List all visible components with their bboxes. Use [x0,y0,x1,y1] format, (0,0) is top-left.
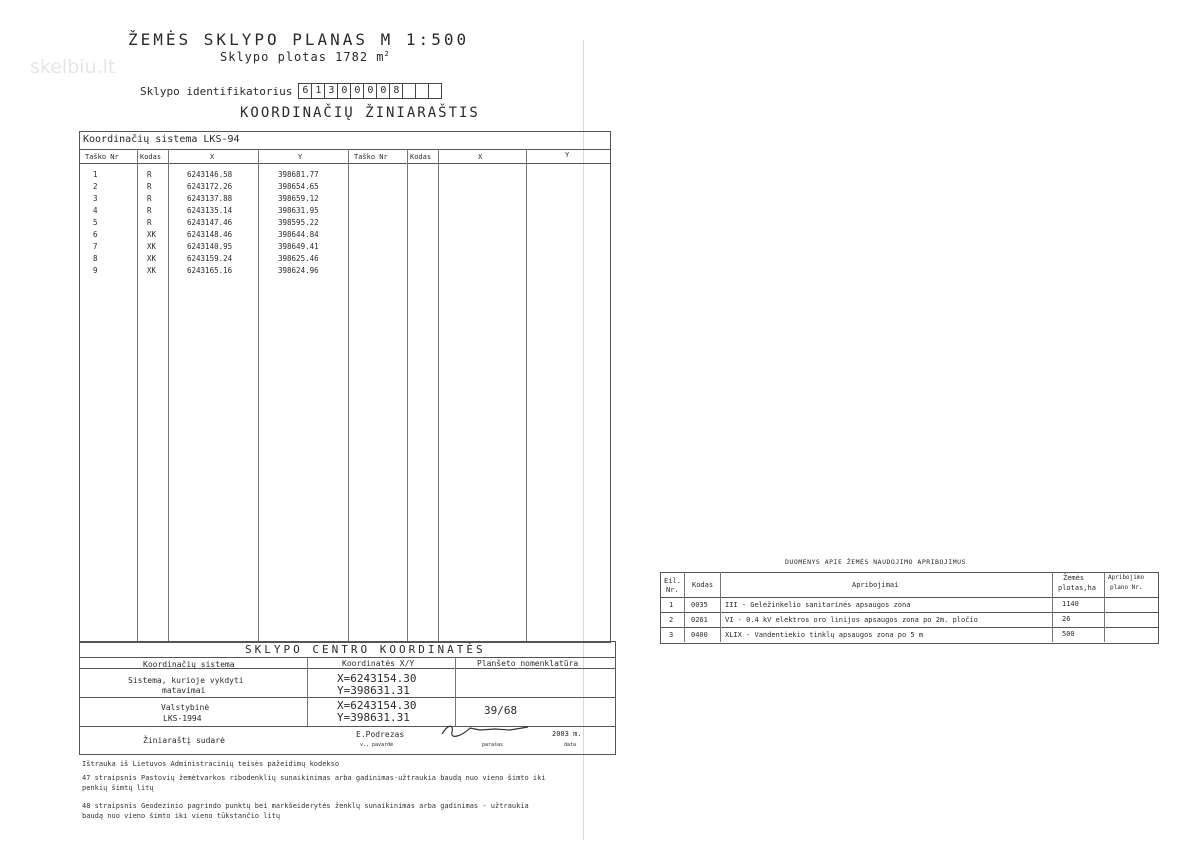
restrictions-column-rule [1052,572,1053,642]
center-header-sheet: Planšeto nomenklatūra [477,659,579,668]
restrictions-header-nr-2: Nr. [666,586,679,594]
block-column-rule [455,657,456,726]
table-row-nr: 1 [93,170,98,179]
footnote-line: penkių šimtų litų [82,784,154,792]
restrictions-rule [660,627,1158,628]
id-digit: 0 [377,84,390,98]
restrictions-rule [660,597,1158,598]
table-row-y: 398659.12 [278,194,319,203]
restriction-row-code: 0400 [691,631,708,639]
table-row-code: R [147,206,152,215]
id-digit: 0 [364,84,377,98]
restrictions-rule [660,612,1158,613]
id-digit: 3 [325,84,338,98]
table-row-nr: 9 [93,266,98,275]
block-rule [79,657,615,658]
table-column-rule [407,149,408,641]
restrictions-column-rule [720,572,721,642]
table-row-code: R [147,182,152,191]
compiled-year: 2003 m. [552,730,582,738]
id-digit: 0 [351,84,364,98]
signature-icon [440,722,530,738]
table-column-rule [526,149,527,641]
col-header-x: X [210,153,215,161]
id-digit [403,84,416,98]
block-column-rule [307,657,308,726]
table-row-y: 398644.84 [278,230,319,239]
restrictions-header-plan-1: Apribojimo [1108,574,1145,581]
table-row-x: 6243172.26 [187,182,233,191]
col-header-y-2: Y [565,151,570,159]
row1-y-coord: Y=398631.31 [337,684,410,697]
row1-x-coord: X=6243154.30 [337,672,417,685]
table-row-nr: 3 [93,194,98,203]
plot-area-unit-sup: 2 [384,50,390,58]
table-row-x: 6243140.95 [187,242,233,251]
block-rule [79,697,615,698]
table-row-code: XK [147,230,157,239]
table-row-y: 398595.22 [278,218,319,227]
plot-identifier-row [140,83,442,99]
row1-system-label-1: Sistema, kurioje vykdyti [128,676,244,685]
restrictions-title: DUOMENYS APIE ŽEMĖS NAUDOJIMO APRIBOJIMUS [785,558,966,566]
restrictions-header-nr-1: Eil. [664,577,681,585]
restriction-row-area: 26 [1062,615,1071,623]
col-header-x-2: X [478,153,483,161]
table-row-nr: 8 [93,254,98,263]
restriction-row-nr: 2 [669,616,674,624]
id-digit [416,84,429,98]
col-header-y: Y [298,153,303,161]
coordinate-system-label: Koordinačių sistema LKS-94 [83,134,240,145]
col-header-point-nr: Taško Nr [85,153,119,161]
restrictions-header-area-1: Žemės [1063,574,1085,582]
plot-identifier-label: Sklypo identifikatorius [140,84,293,98]
watermark-text: skelbiu.lt [30,56,116,78]
compiled-by-label: Žiniaraštį sudarė [143,736,225,745]
restriction-row-area: 1140 [1062,600,1079,608]
table-row-code: XK [147,266,157,275]
table-row-nr: 4 [93,206,98,215]
table-row-x: 6243146.58 [187,170,233,179]
row2-y-coord: Y=398631.31 [337,711,410,724]
id-digit [429,84,441,98]
table-row-y: 398681.77 [278,170,319,179]
table-row-nr: 5 [93,218,98,227]
row2-sheet-number: 39/68 [484,704,518,717]
row2-system-label-2: LKS-1994 [163,714,202,723]
restriction-row-desc: III - Geležinkelio sanitarinės apsaugos zona [725,601,911,609]
table-row-x: 6243147.46 [187,218,233,227]
center-header-coords: Koordinatės X/Y [342,659,415,668]
footnote-line: 47 straipsnis Pastovių žemėtvarkos ribodenklių sunaikinimas arba gadinimas-užtraukia baudą nuo vieno šimto iki [82,774,546,782]
restriction-row-nr: 3 [669,631,674,639]
plot-area [220,50,390,64]
restriction-row-desc: VI - 0.4 kV elektros oro linijos apsaugos zona po 2m. pločio [725,616,978,624]
table-row-nr: 7 [93,242,98,251]
plot-area-value: 1782 m [335,50,385,64]
table-row-x: 6243135.14 [187,206,233,215]
footnote-line: 48 straipsnis Geodezinio pagrindo punktų bei markšeiderytės ženklų sunaikinimas arba gadinimas - užtraukia [82,802,529,810]
name-caption: v., pavardė [360,742,394,748]
restrictions-column-rule [684,572,685,642]
table-row-x: 6243137.88 [187,194,233,203]
restrictions-column-rule [1104,572,1105,642]
restriction-row-desc: XLIX - Vandentiekio tinklų apsaugos zona po 5 m [725,631,924,639]
row2-x-coord: X=6243154.30 [337,699,417,712]
coordinates-table [79,131,611,643]
table-row-y: 398625.46 [278,254,319,263]
id-digit: 0 [338,84,351,98]
restriction-row-area: 500 [1062,630,1075,638]
restrictions-header-code: Kodas [692,581,714,589]
col-header-code: Kodas [140,153,162,161]
table-column-rule [438,149,439,641]
date-caption: data [564,742,577,748]
table-row-y: 398624.96 [278,266,319,275]
coordinate-ledger-title: KOORDINAČIŲ ŽINIARAŠTIS [240,105,480,121]
table-row-x: 6243165.16 [187,266,233,275]
table-column-rule [137,149,138,641]
table-row-y: 398654.65 [278,182,319,191]
plot-center-title: SKLYPO CENTRO KOORDINATĖS [245,643,486,656]
table-row-y: 398649.41 [278,242,319,251]
table-row-y: 398631.95 [278,206,319,215]
table-column-rule [348,149,349,641]
id-digit: 8 [390,84,403,98]
id-digit: 6 [299,84,312,98]
restrictions-header-area-2: plotas,ha [1058,584,1096,592]
table-row-x: 6243148.46 [187,230,233,239]
restriction-row-nr: 1 [669,601,674,609]
table-column-rule [168,149,169,641]
restrictions-header-plan-2: plano Nr. [1110,584,1143,591]
restriction-row-code: 0035 [691,601,708,609]
row2-system-label-1: Valstybinė [161,703,210,712]
restrictions-header-desc: Apribojimai [852,581,899,589]
plan-title: ŽEMĖS SKLYPO PLANAS M 1:500 [128,30,470,49]
plot-area-label: Sklypo plotas [220,50,327,64]
table-row-nr: 2 [93,182,98,191]
col-header-point-nr-2: Taško Nr [354,153,388,161]
col-header-code-2: Kodas [410,153,432,161]
footnote-line: baudą nuo vieno šimto iki vieno tūkstančio litų [82,812,281,820]
table-column-rule [258,149,259,641]
table-row-nr: 6 [93,230,98,239]
footnote-line: Ištrauka iš Lietuvos Administracinių teisės pažeidimų kodekso [82,760,340,768]
id-digit: 1 [312,84,325,98]
table-row-code: R [147,218,152,227]
table-row-code: R [147,194,152,203]
signature-caption: parašas [482,742,504,748]
restriction-row-code: 0261 [691,616,708,624]
plot-identifier-boxes [298,83,442,99]
table-row-code: XK [147,242,157,251]
row1-system-label-2: matavimai [162,686,206,695]
table-rule [79,163,610,164]
center-header-system: Koordinačių sistema [143,660,235,669]
compiler-name: E.Podrezas [356,730,405,739]
table-row-code: R [147,170,152,179]
table-row-x: 6243159.24 [187,254,233,263]
table-rule [79,149,610,150]
block-rule [79,726,615,727]
table-row-code: XK [147,254,157,263]
